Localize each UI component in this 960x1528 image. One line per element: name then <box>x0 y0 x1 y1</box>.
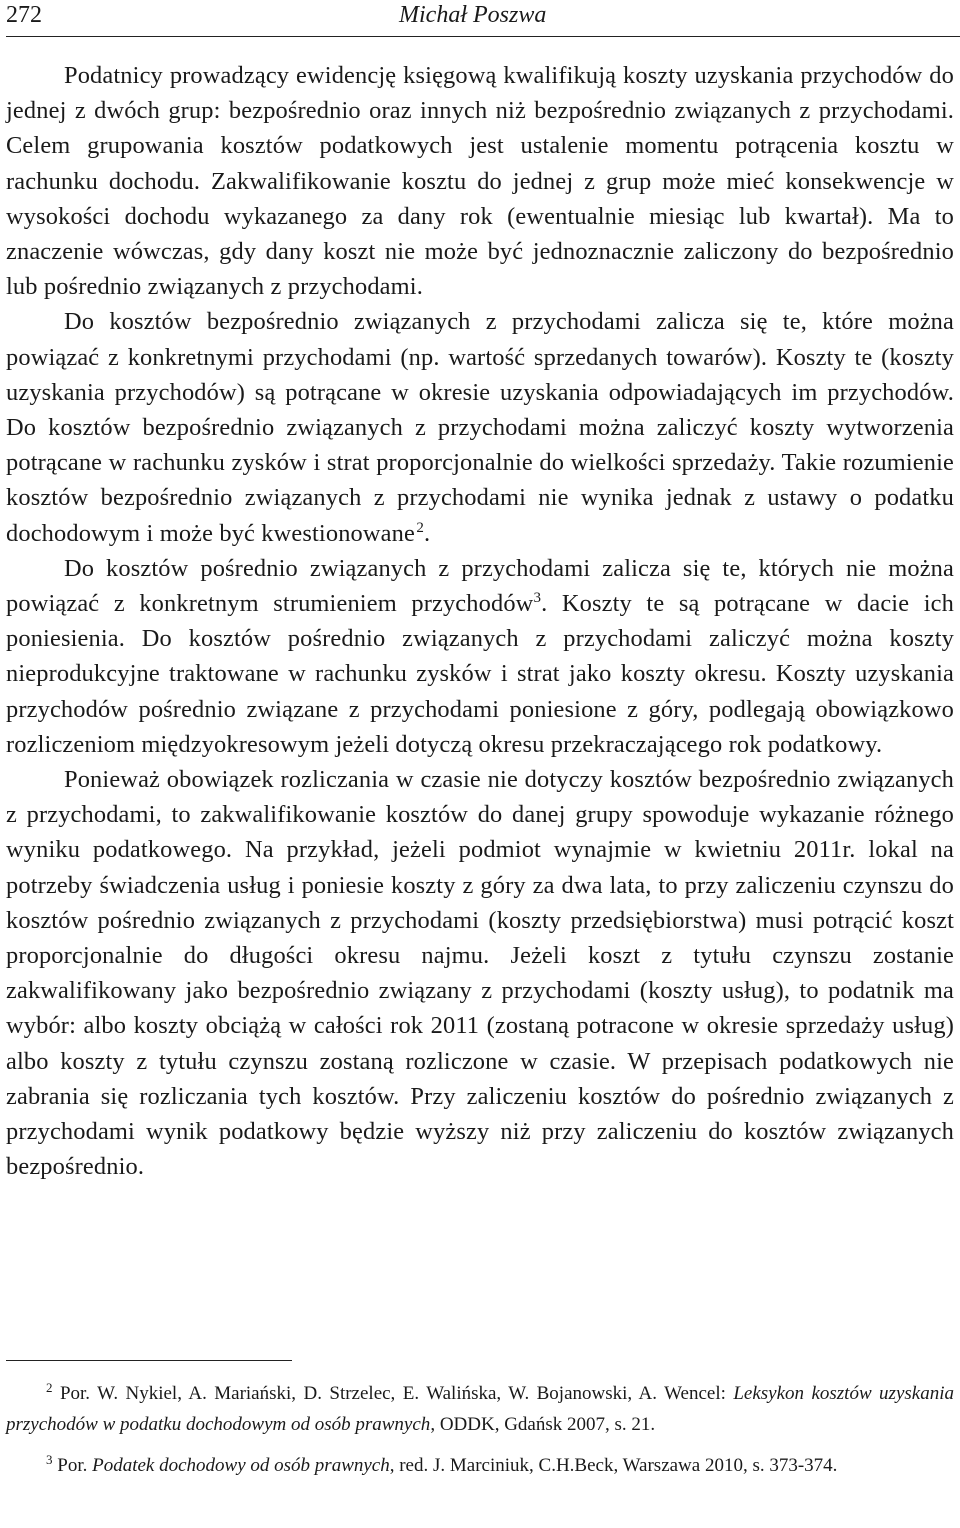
footnote-reference[interactable]: 3 <box>533 590 542 607</box>
footnote-title: Podatek dochodowy od osób prawnych <box>92 1455 390 1476</box>
footnote-separator <box>6 1360 292 1361</box>
header-rule <box>6 36 960 37</box>
body-text <box>6 58 954 1185</box>
footnote <box>6 1450 954 1481</box>
paragraph <box>6 762 954 1184</box>
page-number: 272 <box>6 2 42 28</box>
footnote-tail: , ODDK, Gdańsk 2007, s. 21. <box>430 1414 656 1435</box>
paragraph <box>6 58 954 304</box>
paragraph-text: Ponieważ obowiązek rozliczania w czasie nie dotyczy kosztów bezpośrednio związanych z przychodami, to zakwalifikowanie kosztów do danej grupy spowoduje wykazanie różnego wyniku podatkowego. Na przykład, jeżeli podmiot wynajmie w kwietniu 2011r. lokal na potrzeby świadczenia usług i poniesie koszty z góry za dwa lata, to przy zaliczeniu czynszu do kosztów pośrednio związanych z przychodami (koszty przedsiębiorstwa) musi potrącić koszt proporcjonalnie do długości okresu najmu. Jeżeli koszt z tytułu czynszu zostanie zakwalifikowany jako bezpośrednio związany z przychodami (koszty usług), to podatnik ma wybór: albo koszty obciążą w całości rok 2011 (zostaną potracone w okresie sprzedaży usług) albo koszty z tytułu czynszu zostaną rozliczone w czasie. W przepisach podatkowych nie zabrania się rozliczania tych kosztów. Przy zaliczeniu kosztów do pośrednio związanych z przychodami wynik podatkowy będzie wyższy niż przy zaliczeniu do kosztów związanych bezpośrednio. <box>6 766 954 1181</box>
paragraph-text: Do kosztów bezpośrednio związanych z przychodami zalicza się te, które można powiązać z konkretnymi przychodami (np. wartość sprzedanych towarów). Koszty te (koszty uzyskania przychodów) są potrącane w okresie uzyskania odpowiadających im przychodów. Do kosztów bezpośrednio związanych z przychodami można zaliczyć koszty wytworzenia potrącane w rachunku zysków i strat proporcjonalnie do wielkości sprzedaży. Takie rozumienie kosztów bezpośrednio związanych z przychodami nie wynika jednak z ustawy o podatku dochodowym i może być kwestionowane <box>6 308 954 547</box>
paragraph-text-tail: . Koszty te są potrącane w dacie ich poniesienia. Do kosztów pośrednio związanych z przychodami zaliczyć można koszty nieprodukcyjne traktowane w rachunku zysków i strat jako koszty okresu. Koszty uzyskania przychodów pośrednio związane z przychodami poniesione z góry, podlegają obowiązkowo rozliczeniom międzyokresowym jeżeli dotyczą okresu przekraczającego rok podatkowy. <box>6 590 954 758</box>
footnote-mark: 2 <box>46 1380 53 1395</box>
footnote-title: Leksykon kosztów uzyskania przychodów w podatku dochodowym od osób prawnych <box>6 1383 954 1435</box>
running-head-author: Michał Poszwa <box>399 2 547 28</box>
page-header <box>6 0 960 38</box>
footnote-tail: , red. J. Marciniuk, C.H.Beck, Warszawa 2010, s. 373-374. <box>389 1455 838 1476</box>
footnote <box>6 1378 954 1440</box>
footnotes <box>6 1378 954 1491</box>
footnote-mark: 3 <box>46 1452 53 1467</box>
paragraph-text-tail: . <box>424 519 431 547</box>
footnote-lead: Por. W. Nykiel, A. Mariański, D. Strzelec, E. Walińska, W. Bojanowski, A. Wencel: <box>59 1383 734 1404</box>
footnote-lead: Por. <box>57 1455 93 1476</box>
paragraph-text: Podatnicy prowadzący ewidencję księgową kwalifikują koszty uzyskania przychodów do jednej z dwóch grup: bezpośrednio oraz innych niż bezpośrednio związanych z przychodami. Celem grupowania kosztów podatkowych jest ustalenie momentu potrącenia kosztu w rachunku dochodu. Zakwalifikowanie kosztu do jednej z grup może mieć konsekwencje w wysokości dochodu wykazanego za dany rok (ewentualnie miesiąc lub kwartał). Ma to znaczenie wówczas, gdy dany koszt nie może być jednoznacznie zaliczony do bezpośrednio lub pośrednio związanych z przychodami. <box>6 62 954 301</box>
paragraph <box>6 304 954 550</box>
footnote-reference[interactable]: 2 <box>416 519 425 536</box>
paragraph-text: Do kosztów pośrednio związanych z przychodami zalicza się te, których nie można powiązać z konkretnym strumieniem przychodów <box>6 554 954 618</box>
paragraph <box>6 551 954 762</box>
